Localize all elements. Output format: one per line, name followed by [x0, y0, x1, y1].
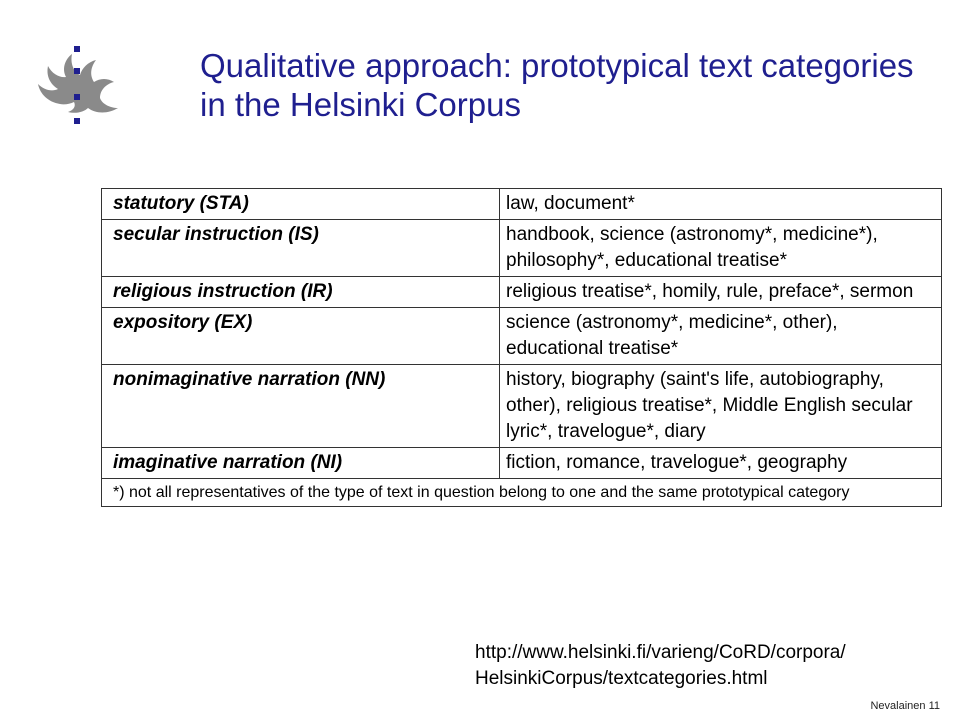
source-url-line-2: HelsinkiCorpus/textcategories.html	[475, 668, 768, 689]
table-row	[102, 220, 942, 277]
texts-cell: fiction, romance, travelogue*, geography	[500, 448, 942, 479]
category-cell: imaginative narration (NI)	[102, 448, 500, 479]
table-row	[102, 365, 942, 448]
table-row	[102, 277, 942, 308]
category-cell: religious instruction (IR)	[102, 277, 500, 308]
texts-cell: religious treatise*, homily, rule, preface*, sermon	[500, 277, 942, 308]
slide-title: Qualitative approach: prototypical text categories in the Helsinki Corpus	[200, 47, 914, 123]
category-cell: statutory (STA)	[102, 189, 500, 220]
source-url-line-1: http://www.helsinki.fi/varieng/CoRD/corpora/	[475, 642, 846, 663]
texts-cell: science (astronomy*, medicine*, other), educational treatise*	[500, 308, 942, 365]
source-url	[475, 640, 846, 692]
table-footnote: *) not all representatives of the type of text in question belong to one and the same prototypical category	[102, 479, 942, 507]
texts-cell: history, biography (saint's life, autobiography, other), religious treatise*, Middle English secular lyric*, travelogue*, diary	[500, 365, 942, 448]
texts-cell: handbook, science (astronomy*, medicine*), philosophy*, educational treatise*	[500, 220, 942, 277]
category-cell: nonimaginative narration (NN)	[102, 365, 500, 448]
text-categories-table	[101, 188, 942, 507]
table-row	[102, 308, 942, 365]
category-cell: expository (EX)	[102, 308, 500, 365]
slide-footer: Nevalainen 11	[870, 700, 940, 712]
category-cell: secular instruction (IS)	[102, 220, 500, 277]
table-row	[102, 189, 942, 220]
table-row	[102, 448, 942, 479]
texts-cell: law, document*	[500, 189, 942, 220]
table-footnote-row	[102, 479, 942, 507]
university-flame-logo-icon	[30, 42, 122, 128]
